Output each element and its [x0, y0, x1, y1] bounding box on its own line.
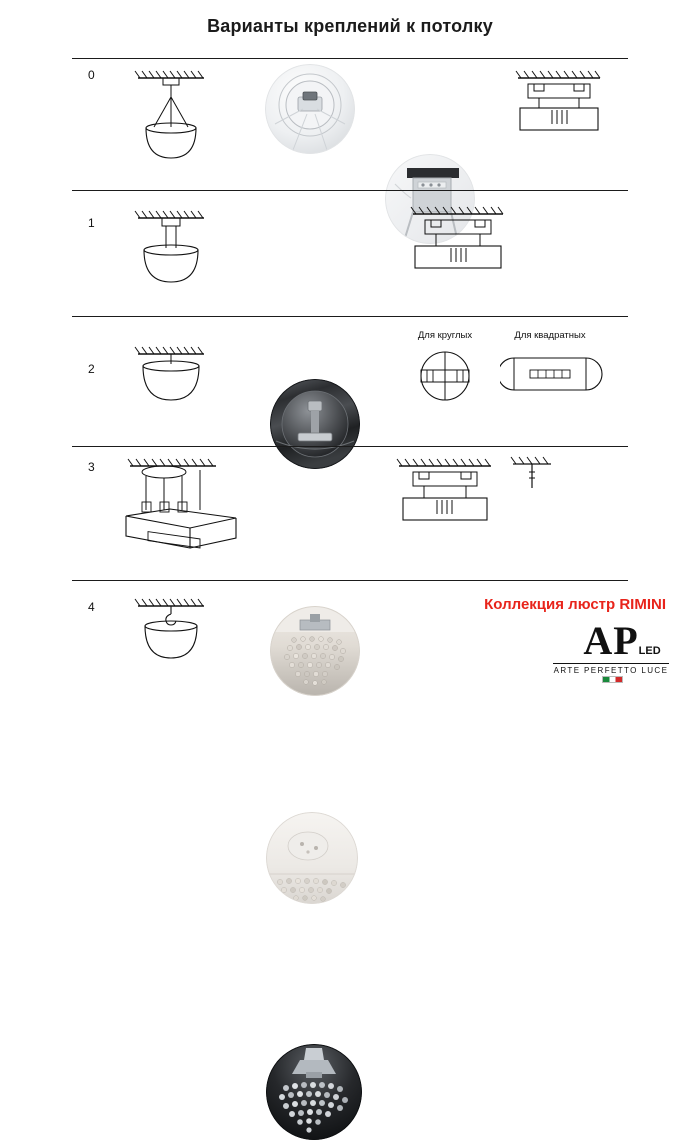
row-0-diagram-pendant [116, 64, 226, 174]
caption-for-round: Для круглых [417, 330, 473, 341]
logo-subtitle [548, 666, 674, 684]
row-1-diagram-semiflush [116, 200, 226, 295]
row-0-photo-round-base [265, 64, 355, 154]
row-number-0: 0 [88, 68, 95, 82]
row-4-diagram-hook-bowl [116, 592, 226, 672]
row-number-4: 4 [88, 600, 95, 614]
row-divider-4 [72, 580, 628, 581]
caption-for-square: Для квадратных [514, 330, 586, 341]
row-2-photo-crystal [270, 606, 360, 696]
row-3-photo-ceiling-plate [266, 812, 358, 904]
logo-divider [553, 663, 669, 664]
row-3-diagram-square-pendant [108, 452, 248, 562]
row-divider-1 [72, 190, 628, 191]
row-2-diagram-square-clip [500, 350, 604, 402]
row-0-diagram-section [500, 64, 620, 164]
row-1-diagram-section [395, 200, 525, 300]
row-number-1: 1 [88, 216, 95, 230]
row-divider-3 [72, 446, 628, 447]
italy-flag-icon [602, 676, 623, 683]
row-3-diagram-hook [505, 450, 565, 510]
row-1-photo-chrome-base [270, 379, 360, 469]
logo-led-text: LED [638, 644, 661, 657]
row-divider-0 [72, 58, 628, 59]
collection-label: Коллекция люстр RIMINI [484, 596, 666, 613]
logo-main-text [583, 618, 661, 663]
row-2-diagram-round-clip [405, 346, 485, 406]
row-number-3: 3 [88, 460, 95, 474]
brand-logo [548, 618, 674, 684]
row-number-2: 2 [88, 362, 95, 376]
row-2-diagram-flush [116, 336, 226, 426]
row-4-photo-chandelier [266, 1044, 362, 1140]
row-divider-2 [72, 316, 628, 317]
row-3-diagram-section [385, 452, 515, 552]
logo-ap-text: AP [583, 618, 639, 663]
page-title: Варианты креплений к потолку [207, 16, 493, 36]
logo-subtitle-text: ARTE PERFETTO LUCE [553, 666, 669, 675]
